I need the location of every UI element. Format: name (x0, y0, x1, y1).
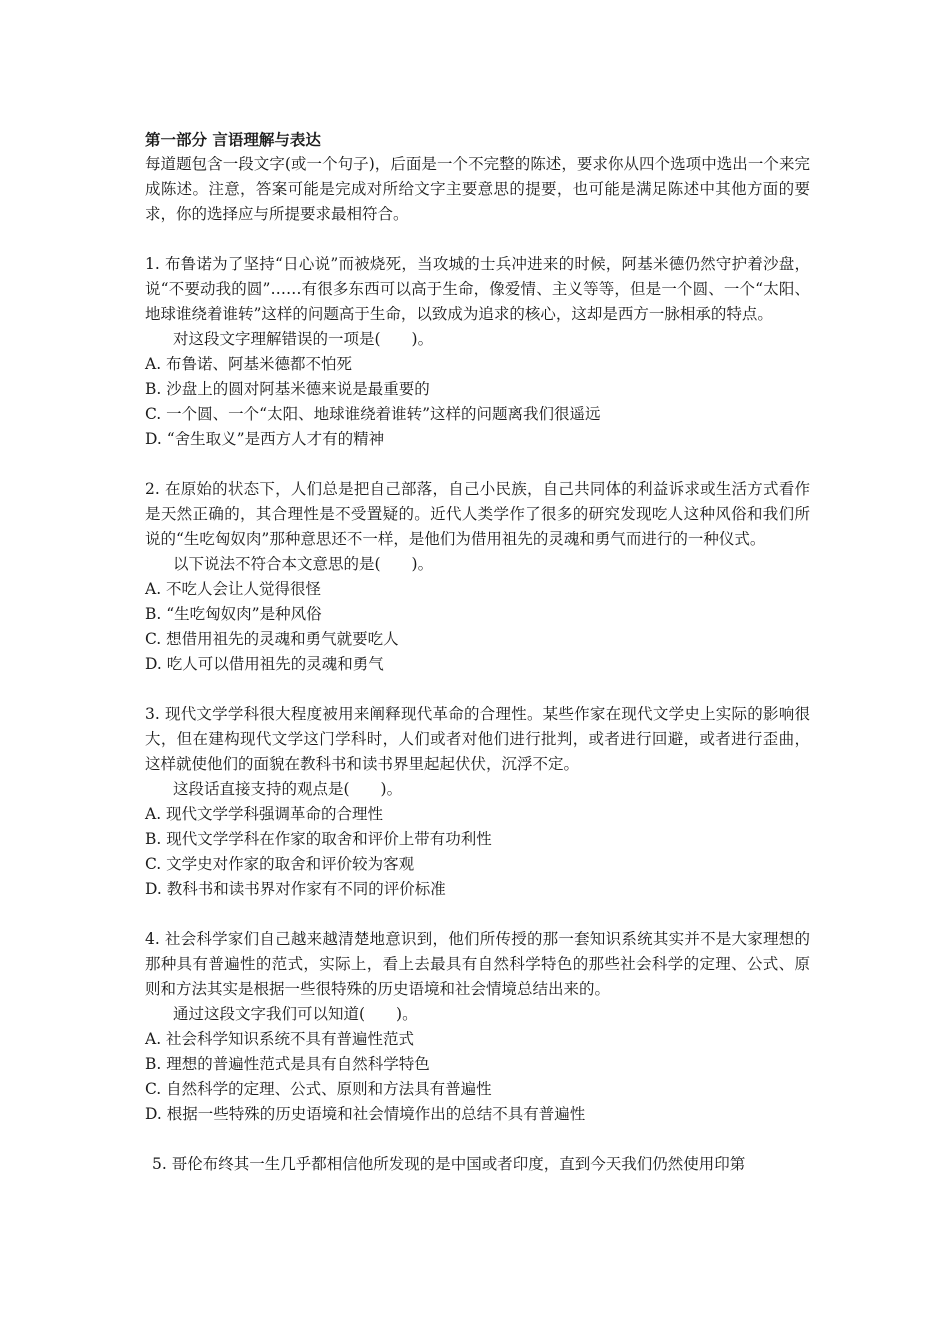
question-stem: 通过这段文字我们可以知道( )。 (173, 1005, 418, 1023)
spacer (145, 677, 810, 702)
question-4 (145, 927, 810, 1127)
option-a: A. 社会科学知识系统不具有普遍性范式 (145, 1030, 415, 1048)
option-a: A. 不吃人会让人觉得很怪 (145, 580, 322, 598)
spacer (145, 227, 810, 252)
option-d: D. 吃人可以借用祖先的灵魂和勇气 (145, 655, 384, 673)
option-b: B. 现代文学学科在作家的取舍和评价上带有功利性 (145, 830, 492, 848)
question-3 (145, 702, 810, 902)
option-c: C. 文学史对作家的取舍和评价较为客观 (145, 855, 415, 873)
question-stem: 以下说法不符合本文意思的是( )。 (173, 555, 434, 573)
option-c: C. 想借用祖先的灵魂和勇气就要吃人 (145, 630, 399, 648)
option-d: D. 根据一些特殊的历史语境和社会情境作出的总结不具有普遍性 (145, 1105, 586, 1123)
option-d: D. “舍生取义”是西方人才有的精神 (145, 430, 385, 448)
question-stem: 这段话直接支持的观点是( )。 (173, 780, 403, 798)
exam-content (145, 127, 810, 1177)
spacer (145, 902, 810, 927)
question-passage: 4. 社会科学家们自己越来越清楚地意识到，他们所传授的那一套知识系统其实并不是大家理想的那种具有普遍性的范式，实际上，看上去最具有自然科学特色的那些社会科学的定理、公式、原则和方法其实是根据一些很特殊的历史语境和社会情境总结出来的。 (145, 930, 810, 998)
question-2 (145, 477, 810, 677)
section-instructions: 每道题包含一段文字(或一个句子)，后面是一个不完整的陈述，要求你从四个选项中选出一个来完成陈述。注意，答案可能是完成对所给文字主要意思的提要，也可能是满足陈述中其他方面的要求，你的选择应与所提要求最相符合。 (145, 155, 810, 223)
option-b: B. 理想的普遍性范式是具有自然科学特色 (145, 1055, 430, 1073)
question-passage: 3. 现代文学学科很大程度被用来阐释现代革命的合理性。某些作家在现代文学史上实际的影响很大，但在建构现代文学这门学科时，人们或者对他们进行批判，或者进行回避，或者进行歪曲，这样就使他们的面貌在教科书和读书界里起起伏伏，沉浮不定。 (145, 705, 810, 773)
option-c: C. 一个圆、一个“太阳、地球谁绕着谁转”这样的问题离我们很遥远 (145, 405, 601, 423)
option-a: A. 现代文学学科强调革命的合理性 (145, 805, 384, 823)
spacer (145, 1127, 810, 1152)
spacer (145, 452, 810, 477)
option-b: B. “生吃匈奴肉”是种风俗 (145, 605, 322, 623)
option-b: B. 沙盘上的圆对阿基米德来说是最重要的 (145, 380, 430, 398)
question-passage: 2. 在原始的状态下，人们总是把自己部落，自己小民族，自己共同体的利益诉求或生活方式看作是天然正确的，其合理性是不受置疑的。近代人类学作了很多的研究发现吃人这种风俗和我们所说的“生吃匈奴肉”那种意思还不一样，是他们为借用祖先的灵魂和勇气而进行的一种仪式。 (145, 480, 810, 548)
section-title: 第一部分 言语理解与表达 (145, 130, 321, 149)
option-a: A. 布鲁诺、阿基米德都不怕死 (145, 355, 353, 373)
question-passage: 1. 布鲁诺为了坚持“日心说”而被烧死，当攻城的士兵冲进来的时候，阿基米德仍然守护着沙盘，说“不要动我的圆”……有很多东西可以高于生命，像爱情、主义等等，但是一个圆、一个“太阳、地球谁绕着谁转”这样的问题高于生命，以致成为追求的核心，这却是西方一脉相承的特点。 (145, 255, 810, 323)
option-d: D. 教科书和读书界对作家有不同的评价标准 (145, 880, 446, 898)
question-stem: 对这段文字理解错误的一项是( )。 (173, 330, 434, 348)
question-1 (145, 252, 810, 452)
question-5-first-line: 5. 哥伦布终其一生几乎都相信他所发现的是中国或者印度，直到今天我们仍然使用印第 (152, 1155, 746, 1173)
option-c: C. 自然科学的定理、公式、原则和方法具有普遍性 (145, 1080, 492, 1098)
